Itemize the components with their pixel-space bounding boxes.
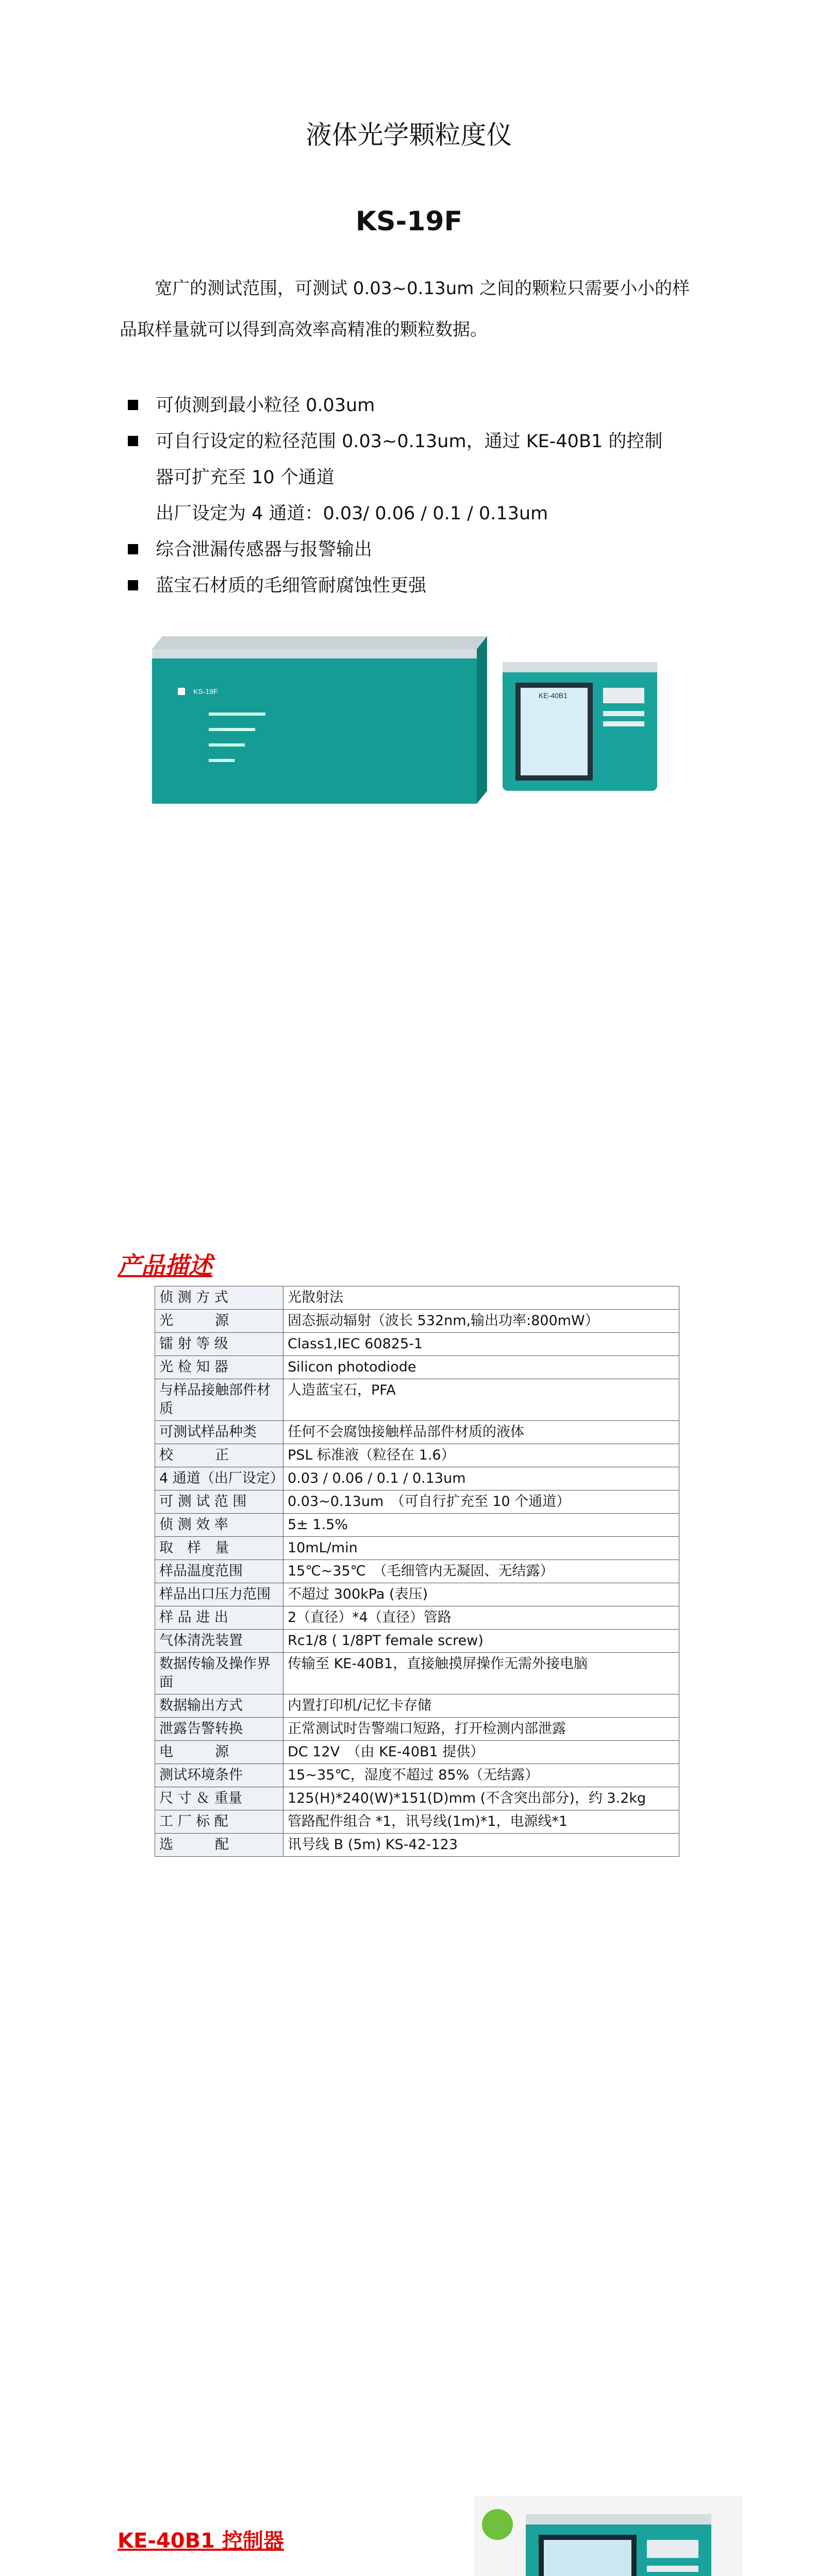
spec-row (155, 1606, 679, 1630)
spec-key: 侦 测 效 率 (155, 1514, 283, 1537)
feature-item: 综合泄漏传感器与报警输出 (128, 537, 372, 563)
spec-row (155, 1834, 679, 1857)
model-number: KS-19F (355, 206, 463, 237)
page-title: 液体光学颗粒度仪 (306, 120, 512, 150)
spec-row (155, 1787, 679, 1810)
spec-value: 正常测试时告警端口短路，打开检测内部泄露 (283, 1718, 679, 1741)
spec-value: 不超过 300kPa (表压) (283, 1583, 679, 1606)
spec-row (155, 1694, 679, 1718)
feature-item: 蓝宝石材质的毛细管耐腐蚀性更强 (128, 573, 426, 599)
spec-row (155, 1630, 679, 1653)
spec-value: Class1,IEC 60825-1 (283, 1333, 679, 1356)
product-photo (147, 626, 665, 832)
spec-key: 光 源 (155, 1310, 283, 1333)
spec-key: 数据输出方式 (155, 1694, 283, 1718)
spec-value: 人造蓝宝石，PFA (283, 1379, 679, 1421)
spec-row (155, 1490, 679, 1514)
spec-row (155, 1379, 679, 1421)
spec-value: Rc1/8 ( 1/8PT female screw) (283, 1630, 679, 1653)
spec-row (155, 1286, 679, 1310)
bullet-square-icon (128, 544, 138, 554)
spec-key: 气体清洗装置 (155, 1630, 283, 1653)
spec-value: 2（直径）*4（直径）管路 (283, 1606, 679, 1630)
spec-key: 数据传输及操作界面 (155, 1653, 283, 1694)
spec-key: 样品温度范围 (155, 1560, 283, 1583)
spec-section-title: 产品描述 (118, 1251, 212, 1279)
spec-key: 校 正 (155, 1444, 283, 1467)
spec-value: 讯号线 B (5m) KS-42-123 (283, 1834, 679, 1857)
spec-value: PSL 标准液（粒径在 1.6） (283, 1444, 679, 1467)
spec-row (155, 1310, 679, 1333)
spec-key: 测试环境条件 (155, 1764, 283, 1787)
spec-row (155, 1514, 679, 1537)
spec-row (155, 1810, 679, 1834)
controller-unit-label: KE-40B1 (539, 691, 568, 700)
controller-section-title: KE-40B1 控制器 (118, 2529, 284, 2553)
feature-item: 可侦测到最小粒径 0.03um (128, 393, 375, 418)
leaf-logo-icon (482, 2509, 513, 2540)
intro-paragraph: 宽广的测试范围，可测试 0.03~0.13um 之间的颗粒只需要小小的样品取样量就可以得到高效率高精准的颗粒数据。 (120, 278, 690, 340)
spec-row (155, 1741, 679, 1764)
spec-value: Silicon photodiode (283, 1356, 679, 1379)
spec-value: 光散射法 (283, 1286, 679, 1310)
spec-key: 可 测 试 范 围 (155, 1490, 283, 1514)
spec-table (155, 1286, 679, 1857)
spec-row (155, 1718, 679, 1741)
spec-row (155, 1764, 679, 1787)
feature-continuation: 出厂设定为 4 通道：0.03/ 0.06 / 0.1 / 0.13um (156, 503, 548, 524)
spec-value: DC 12V （由 KE-40B1 提供） (283, 1741, 679, 1764)
spec-key: 尺 寸 ＆ 重量 (155, 1787, 283, 1810)
spec-row (155, 1421, 679, 1444)
spec-row (155, 1537, 679, 1560)
spec-row (155, 1560, 679, 1583)
spec-key: 镭 射 等 级 (155, 1333, 283, 1356)
spec-key: 取 样 量 (155, 1537, 283, 1560)
spec-value: 0.03 / 0.06 / 0.1 / 0.13um (283, 1467, 679, 1490)
spec-key: 泄露告警转换 (155, 1718, 283, 1741)
spec-value: 5± 1.5% (283, 1514, 679, 1537)
spec-key: 可测试样品种类 (155, 1421, 283, 1444)
spec-row (155, 1333, 679, 1356)
controller-photo (474, 2496, 742, 2576)
spec-value: 0.03~0.13um （可自行扩充至 10 个通道） (283, 1490, 679, 1514)
controller-unit-image (503, 662, 657, 791)
spec-key: 选 配 (155, 1834, 283, 1857)
spec-key: 样 品 进 出 (155, 1606, 283, 1630)
spec-key: 样品出口压力范围 (155, 1583, 283, 1606)
spec-row (155, 1444, 679, 1467)
bullet-square-icon (128, 436, 138, 446)
spec-value: 固态振动辐射（波长 532nm,输出功率:800mW） (283, 1310, 679, 1333)
sensor-unit-label: KS-19F (193, 687, 218, 696)
spec-value: 任何不会腐蚀接触样品部件材质的液体 (283, 1421, 679, 1444)
spec-value: 15~35℃，湿度不超过 85%（无结露） (283, 1764, 679, 1787)
spec-key: 工 厂 标 配 (155, 1810, 283, 1834)
spec-value: 管路配件组合 *1，讯号线(1m)*1，电源线*1 (283, 1810, 679, 1834)
spec-row (155, 1467, 679, 1490)
spec-key: 光 检 知 器 (155, 1356, 283, 1379)
bullet-square-icon (128, 400, 138, 410)
spec-row (155, 1653, 679, 1694)
spec-row (155, 1356, 679, 1379)
feature-item: 可自行设定的粒径范围 0.03~0.13um，通过 KE-40B1 的控制 (128, 429, 662, 454)
bullet-square-icon (128, 580, 138, 590)
spec-value: 125(H)*240(W)*151(D)mm (不含突出部分)，约 3.2kg (283, 1787, 679, 1810)
spec-key: 电 源 (155, 1741, 283, 1764)
spec-value: 10mL/min (283, 1537, 679, 1560)
spec-value: 15℃~35℃ （毛细管内无凝固、无结露） (283, 1560, 679, 1583)
spec-row (155, 1583, 679, 1606)
spec-key: 侦 测 方 式 (155, 1286, 283, 1310)
spec-key: 与样品接触部件材质 (155, 1379, 283, 1421)
sensor-unit-image (152, 636, 487, 804)
spec-value: 传输至 KE-40B1，直接触摸屏操作无需外接电脑 (283, 1653, 679, 1694)
spec-key: 4 通道（出厂设定） (155, 1467, 283, 1490)
spec-value: 内置打印机/记忆卡存储 (283, 1694, 679, 1718)
feature-continuation: 器可扩充至 10 个通道 (156, 467, 335, 488)
